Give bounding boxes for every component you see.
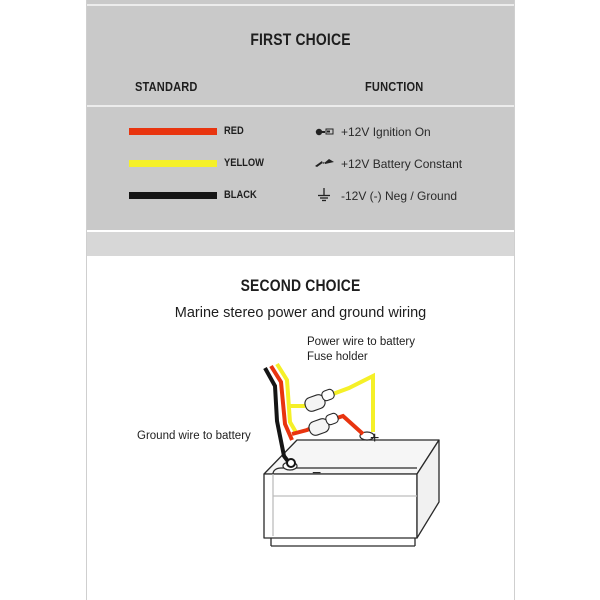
- first-choice-title: FIRST CHOICE: [250, 30, 351, 49]
- divider: [87, 230, 514, 232]
- second-choice-subtitle: Marine stereo power and ground wiring: [174, 305, 427, 321]
- function-text: +12V Battery Constant: [341, 157, 463, 171]
- function-text: +12V Ignition On: [341, 125, 431, 139]
- plus-terminal-label: +: [370, 430, 380, 447]
- second-choice-panel: [87, 256, 514, 600]
- power-wire-label: Power wire to battery: [307, 336, 416, 348]
- wire-color-label: BLACK: [224, 189, 257, 201]
- lightning-bolt-icon: [313, 155, 335, 171]
- instruction-sheet: [86, 0, 515, 600]
- fuse-holder-label: Fuse holder: [307, 351, 368, 363]
- function-column-header: FUNCTION: [365, 79, 424, 94]
- standard-column-header: STANDARD: [135, 79, 198, 94]
- wire-color-label: RED: [224, 125, 244, 137]
- wire-color-label: YELLOW: [224, 157, 265, 169]
- second-choice-title: SECOND CHOICE: [240, 276, 361, 295]
- ignition-key-icon: [313, 123, 335, 139]
- black-wire-swatch: [129, 192, 217, 199]
- first-choice-panel: [87, 0, 514, 230]
- divider: [87, 4, 514, 6]
- divider: [87, 105, 514, 107]
- red-wire-swatch: [129, 128, 217, 135]
- yellow-wire: [277, 364, 297, 434]
- ground-icon: [313, 187, 335, 203]
- separator-band: [87, 230, 514, 256]
- battery-wiring-diagram: [87, 256, 514, 600]
- battery-icon: [264, 440, 439, 546]
- ground-terminal-ring: [287, 459, 295, 467]
- function-text: -12V (-) Neg / Ground: [341, 189, 458, 203]
- ground-wire-label: Ground wire to battery: [137, 430, 251, 442]
- minus-terminal-label: −: [312, 465, 322, 482]
- yellow-wire-swatch: [129, 160, 217, 167]
